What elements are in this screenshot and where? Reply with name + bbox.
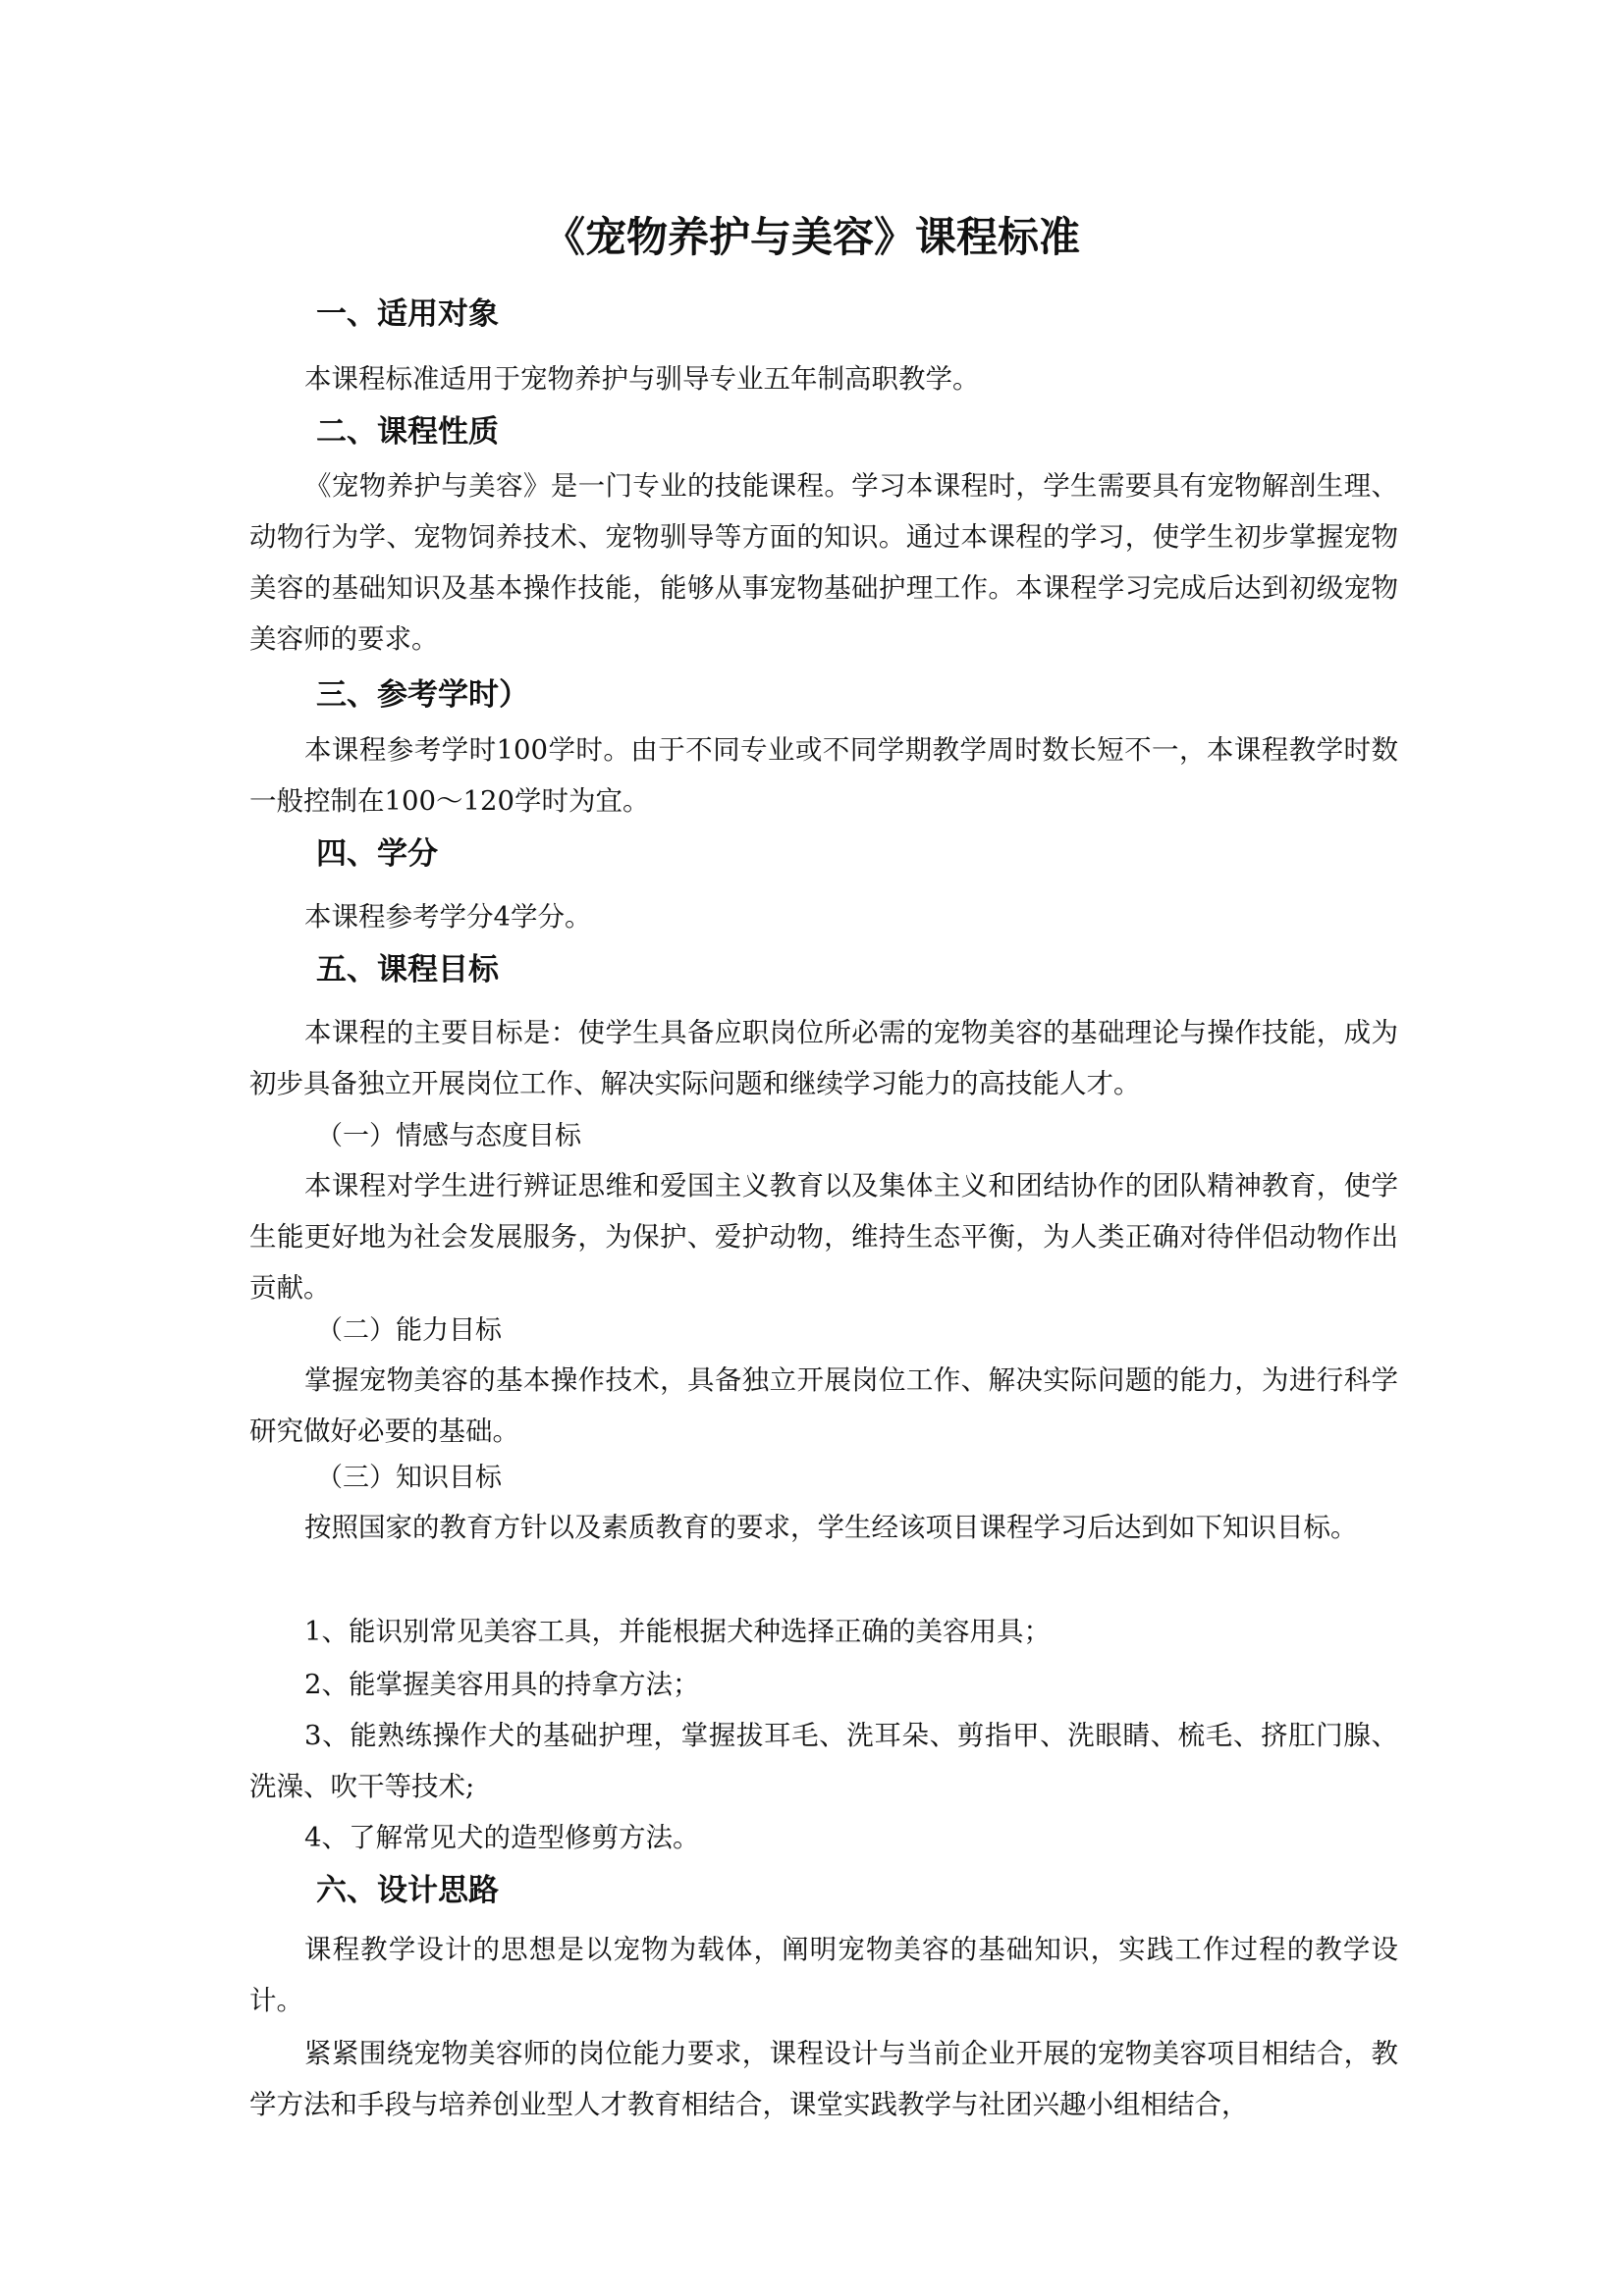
paragraph-ability-goals: 掌握宠物美容的基本操作技术，具备独立开展岗位工作、解决实际问题的能力，为进行科学研究做好必要的基础。 [249, 1364, 1398, 1447]
section-heading-course-goals: 五、课程目标 [316, 952, 499, 988]
paragraph-reference-hours: 本课程参考学时100学时。由于不同专业或不同学期教学周时数长短不一，本课程教学时数一般控制在100～120学时为宜。 [249, 734, 1398, 817]
section-heading-credits: 四、学分 [316, 836, 438, 872]
section-heading-design-ideas: 六、设计思路 [316, 1873, 499, 1908]
section-heading-applicable-objects: 一、适用对象 [316, 296, 499, 332]
list-item-knowledge-goal-4: 4、了解常见犬的造型修剪方法。 [304, 1822, 700, 1853]
paragraph-course-goals: 本课程的主要目标是：使学生具备应职岗位所必需的宠物美容的基础理论与操作技能，成为初步具备独立开展岗位工作、解决实际问题和继续学习能力的高技能人才。 [249, 1017, 1398, 1099]
document-title: 《宠物养护与美容》课程标准 [543, 213, 1080, 261]
subheading-emotion-attitude-goals: （一）情感与态度目标 [316, 1121, 581, 1151]
paragraph-course-nature: 《宠物养护与美容》是一门专业的技能课程。学习本课程时，学生需要具有宠物解剖生理、动物行为学、宠物饲养技术、宠物驯导等方面的知识。通过本课程的学习，使学生初步掌握宠物美容的基础知识及基本操作技能，能够从事宠物基础护理工作。本课程学习完成后达到初级宠物美容师的要求。 [249, 470, 1398, 655]
list-item-knowledge-goal-1: 1、能识别常见美容工具，并能根据犬种选择正确的美容用具； [304, 1616, 1051, 1647]
paragraph-design-ideas-1: 课程教学设计的思想是以宠物为载体，阐明宠物美容的基础知识，实践工作过程的教学设计。 [249, 1934, 1398, 2016]
paragraph-knowledge-goals-intro: 按照国家的教育方针以及素质教育的要求，学生经该项目课程学习后达到如下知识目标。 [304, 1512, 1358, 1543]
section-heading-course-nature: 二、课程性质 [316, 414, 499, 450]
list-item-knowledge-goal-2: 2、能掌握美容用具的持拿方法； [304, 1669, 700, 1700]
paragraph-emotion-attitude-goals: 本课程对学生进行辨证思维和爱国主义教育以及集体主义和团结协作的团队精神教育，使学生能更好地为社会发展服务，为保护、爱护动物，维持生态平衡，为人类正确对待伴侣动物作出贡献。 [249, 1170, 1398, 1304]
subheading-ability-goals: （二）能力目标 [316, 1315, 502, 1346]
paragraph-design-ideas-2: 紧紧围绕宠物美容师的岗位能力要求，课程设计与当前企业开展的宠物美容项目相结合，教学方法和手段与培养创业型人才教育相结合，课堂实践教学与社团兴趣小组相结合， [249, 2038, 1398, 2120]
subheading-knowledge-goals: （三）知识目标 [316, 1463, 502, 1493]
paragraph-applicable-objects: 本课程标准适用于宠物养护与驯导专业五年制高职教学。 [304, 363, 980, 395]
list-item-knowledge-goal-3: 3、能熟练操作犬的基础护理，掌握拔耳毛、洗耳朵、剪指甲、洗眼睛、梳毛、挤肛门腺、洗澡、吹干等技术; [249, 1720, 1398, 1802]
section-heading-reference-hours: 三、参考学时） [316, 677, 529, 713]
paragraph-credits: 本课程参考学分4学分。 [304, 901, 592, 933]
